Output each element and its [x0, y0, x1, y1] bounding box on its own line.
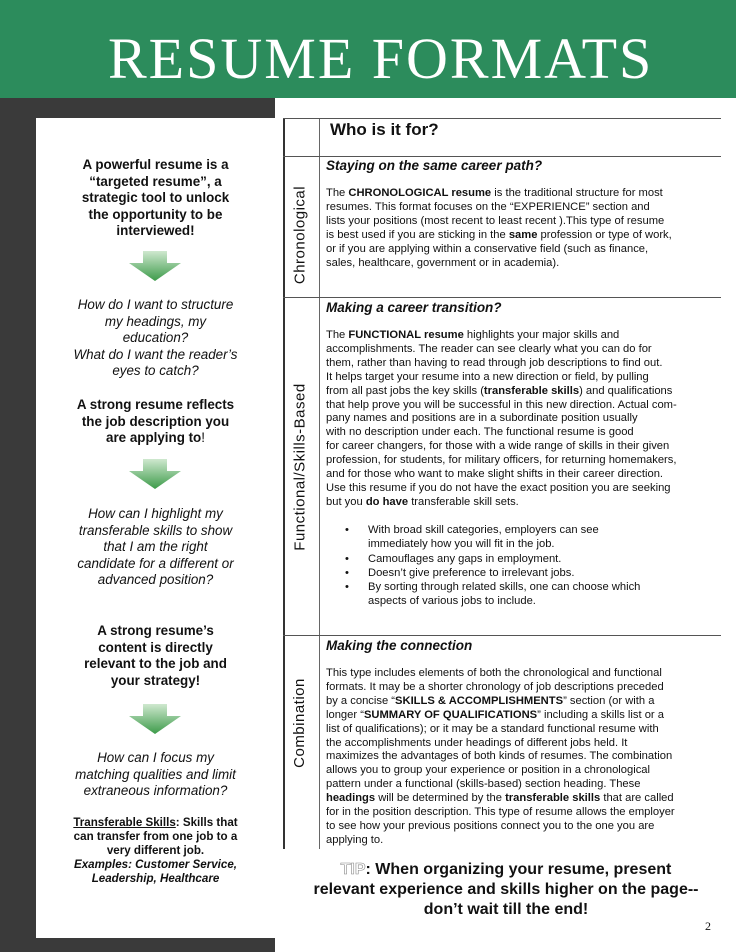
para-line: for in the position description. This type of resume allows the employer	[326, 806, 675, 819]
text-run: but you	[326, 495, 366, 508]
text-run: longer “	[326, 708, 364, 721]
para-line: This type includes elements of both the chronological and functional	[326, 667, 662, 679]
bullet-line: • With broad skill categories, employers can see	[368, 524, 599, 536]
table-left-border	[283, 118, 285, 849]
para-line: It helps target your resume into a new direction or field, by pulling	[326, 370, 649, 383]
row-label-combination: Combination	[291, 678, 308, 768]
para-line: resumes. This format focuses on the “EXPERIENCE” section and	[326, 200, 650, 213]
intro-line: strategic tool to unlock	[81, 190, 230, 206]
para-line: list of qualifications); or it may be a standard functional resume with	[326, 722, 659, 735]
para-line: for career changers, for those with a wide range of skills in their given	[326, 440, 670, 453]
text-run: is the traditional structure for most	[491, 187, 663, 199]
bold-run: transferable skills	[505, 792, 601, 805]
text-run: by a concise “	[326, 694, 396, 707]
tip-text: : When organizing your resume, present	[365, 861, 672, 878]
down-arrow-icon	[129, 704, 181, 734]
strong-line: the job description you	[81, 413, 230, 429]
question-focus	[36, 750, 275, 800]
para-line	[326, 496, 704, 510]
down-arrow-icon	[129, 251, 181, 281]
question-line: transferable skills to show	[78, 522, 233, 538]
para-line: sales, healthcare, government or in academia).	[326, 256, 560, 269]
para-line: that help prove you will be successful in this new direction. Actual com-	[326, 398, 677, 411]
para-line: formats. It may be a shorter chronology of job descriptions preceded	[326, 680, 664, 693]
para-line	[326, 695, 704, 709]
bullet-item	[345, 580, 695, 609]
question-line: What do I want the reader’s	[73, 346, 238, 362]
exclamation: !	[201, 430, 205, 446]
question-line: How can I focus my	[97, 750, 214, 765]
para-line: Use this resume if you do not have the exact position you are seeking	[326, 481, 671, 494]
bold-run: SUMMARY OF QUALIFICATIONS	[363, 708, 538, 721]
para-line	[326, 329, 704, 343]
intro-line: interviewed!	[116, 223, 195, 239]
text-run: transferable skill sets.	[408, 495, 519, 508]
bold-run: CHRONOLOGICAL resume	[348, 187, 492, 199]
text-run: ” section (or with a	[563, 694, 655, 707]
transferable-line	[36, 816, 275, 830]
para-line	[326, 709, 704, 723]
intro-line: A powerful resume is a	[82, 157, 229, 172]
strong-line: your strategy!	[110, 672, 201, 688]
transferable-text: : Skills that	[175, 816, 238, 829]
bold-run: FUNCTIONAL resume	[348, 329, 464, 341]
question-structure	[36, 297, 275, 380]
para-line: pany names and positions are in a subordinate position usually	[326, 412, 638, 425]
para-line	[326, 385, 704, 399]
para-line: or if you are applying within a conservative field (such as finance,	[326, 242, 649, 255]
text-run: ” including a skills list or a	[537, 708, 664, 721]
examples-line: Leadership, Healthcare	[91, 872, 220, 885]
para-line	[326, 229, 704, 243]
chronological-description	[326, 187, 704, 270]
para-line	[326, 187, 704, 201]
question-line: eyes to catch?	[112, 363, 199, 379]
para-line: to see how your previous positions connect you to the one you are	[326, 819, 655, 832]
para-line: applying to.	[326, 833, 384, 846]
strong-resume-content	[36, 623, 275, 689]
strong-resume-reflects	[36, 397, 275, 447]
intro-line: the opportunity to be	[88, 206, 223, 222]
row-label-functional: Functional/Skills-Based	[291, 383, 309, 551]
strong-line: relevant to the job and	[84, 656, 227, 672]
question-line: my headings, my	[104, 313, 207, 329]
intro-line: “targeted resume”, a	[89, 173, 222, 189]
page-number: 2	[705, 919, 711, 933]
para-line: maximizes the advantages of both kinds of resumes. The combination	[326, 750, 673, 763]
question-line: How can I highlight my	[88, 506, 223, 521]
para-line: allows you to group your experience or position in a chronological	[326, 764, 651, 777]
bullet-line: • Camouflages any gaps in employment.	[368, 552, 562, 565]
examples-line: Examples: Customer Service,	[73, 858, 238, 871]
table-top-border	[283, 118, 721, 119]
tip-line: don’t wait till the end!	[423, 901, 589, 918]
bold-run: SKILLS & ACCOMPLISHMENTS	[395, 694, 564, 707]
strong-line: A strong resume reflects	[76, 397, 235, 412]
bold-run: same	[508, 228, 538, 241]
transferable-label: Transferable Skills	[73, 816, 176, 829]
text-run: is best used if you are sticking in the	[326, 228, 509, 241]
text-run: highlights your major skills and	[463, 329, 620, 341]
question-line: advanced position?	[97, 572, 214, 588]
text-run: profession or type of work,	[537, 228, 672, 241]
text-run: The	[326, 187, 349, 199]
para-line	[326, 792, 704, 806]
intro-text	[36, 157, 275, 240]
left-panel	[36, 118, 275, 938]
section-heading-chronological: Staying on the same career path?	[326, 158, 543, 173]
bullet-item	[345, 566, 695, 580]
table-row-divider	[283, 297, 721, 298]
section-heading-functional: Making a career transition?	[326, 300, 502, 315]
bullet-line: aspects of various jobs to include.	[368, 595, 536, 608]
combination-description	[326, 667, 704, 848]
bold-run: do have	[365, 495, 409, 508]
bullet-line: • By sorting through related skills, one can choose which	[368, 581, 641, 594]
question-line: that I am the right	[103, 539, 208, 555]
tip-callout	[290, 860, 722, 920]
strong-line: content is directly	[98, 639, 213, 655]
text-run: will be determined by the	[375, 792, 506, 805]
para-line: them, rather than having to read through job descriptions to find out.	[326, 356, 663, 369]
para-line: with no description under each. The functional resume is good	[326, 426, 634, 439]
para-line: pattern under a functional (skills-based) section heading. These	[326, 778, 641, 791]
question-transferable	[36, 506, 275, 589]
section-heading-combination: Making the connection	[326, 638, 473, 653]
bold-run: headings	[326, 792, 376, 805]
text-run: ) and qualifications	[579, 384, 673, 397]
para-line: the accomplishments under headings of different jobs held. It	[326, 736, 628, 749]
table-row-divider	[283, 635, 721, 636]
header-banner	[0, 0, 736, 98]
page-title: RESUME FORMATS	[108, 26, 654, 91]
strong-line: A strong resume’s	[97, 623, 214, 638]
transferable-line: can transfer from one job to a	[73, 830, 238, 843]
table-row-divider	[283, 156, 721, 157]
transferable-skills-note	[36, 816, 275, 886]
text-run: The	[326, 329, 349, 341]
question-line: How do I want to structure	[77, 297, 234, 312]
tip-line	[290, 860, 722, 880]
question-line: extraneous information?	[83, 783, 228, 799]
down-arrow-icon	[129, 459, 181, 489]
tip-label: TIP	[340, 861, 366, 878]
transferable-line: very different job.	[106, 844, 205, 857]
bold-run: transferable skills	[483, 384, 580, 397]
bullet-item	[345, 523, 695, 552]
text-run: from all past jobs the key skills (	[326, 384, 484, 397]
question-line: candidate for a different or	[77, 555, 234, 571]
bullet-line: immediately how you will fit in the job.	[368, 538, 555, 551]
tip-line: relevant experience and skills higher on the page--	[313, 881, 699, 898]
strong-line	[36, 430, 275, 447]
functional-description	[326, 329, 704, 510]
text-run: that are called	[600, 792, 674, 805]
table-column-divider	[319, 118, 320, 849]
para-line: lists your positions (most recent to least recent ).This type of resume	[326, 214, 665, 227]
para-line: accomplishments. The reader can see clearly what you can do for	[326, 342, 652, 355]
who-is-it-for-header: Who is it for?	[330, 120, 439, 139]
functional-bullet-list	[345, 523, 695, 609]
bullet-item	[345, 552, 695, 566]
para-line: and for those who want to make slight shifts in their career direction.	[326, 468, 664, 481]
row-label-chronological: Chronological	[291, 185, 309, 285]
strong-line-text: are applying to	[106, 430, 202, 446]
question-line: matching qualities and limit	[75, 766, 236, 782]
question-line: education?	[122, 330, 189, 346]
bullet-line: • Doesn’t give preference to irrelevant jobs.	[368, 566, 575, 579]
para-line: profession, for students, for military officers, for returning homemakers,	[326, 454, 677, 467]
